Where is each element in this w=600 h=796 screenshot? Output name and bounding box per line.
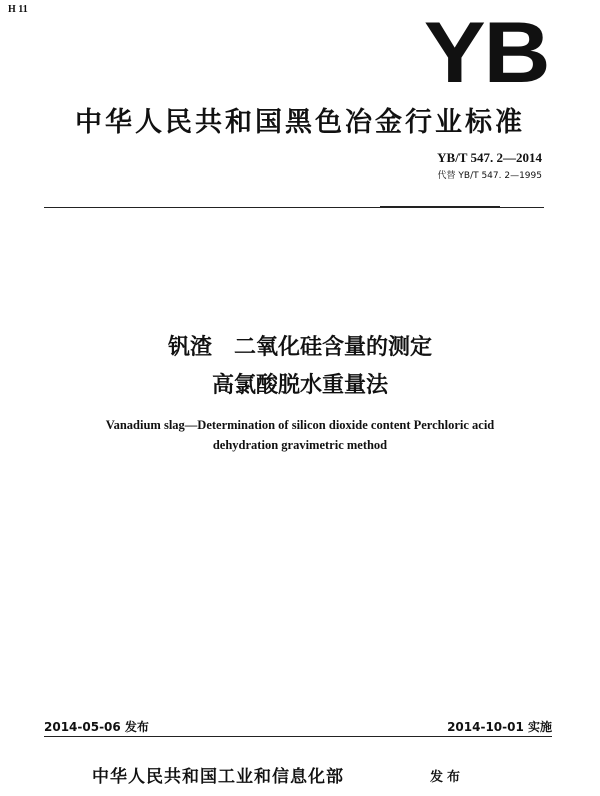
footer-divider: [44, 736, 552, 737]
publish-label: 发布: [430, 770, 465, 785]
yb-logo: YB: [423, 5, 548, 101]
document-title-line2: 高氯酸脱水重量法: [211, 373, 388, 398]
standard-code: YB/T 547. 2—2014: [437, 150, 542, 165]
classification-code: H 11: [8, 4, 28, 15]
english-title-line1: Vanadium slag—Determination of silicon dioxide content Perchloric acid: [105, 418, 495, 432]
document-title-line1: 钒渣 二氧化硅含量的测定: [167, 335, 432, 360]
header-divider-accent: [380, 206, 500, 208]
publisher-name: 中华人民共和国工业和信息化部: [92, 767, 344, 787]
issue-date: 2014-05-06 发布: [44, 720, 149, 734]
replaces-standard: 代替 YB/T 547. 2—1995: [437, 171, 542, 181]
english-title-line2: dehydration gravimetric method: [212, 438, 388, 452]
organization-title: 中华人民共和国黑色冶金行业标准: [75, 107, 525, 138]
implementation-date: 2014-10-01 实施: [447, 720, 552, 734]
